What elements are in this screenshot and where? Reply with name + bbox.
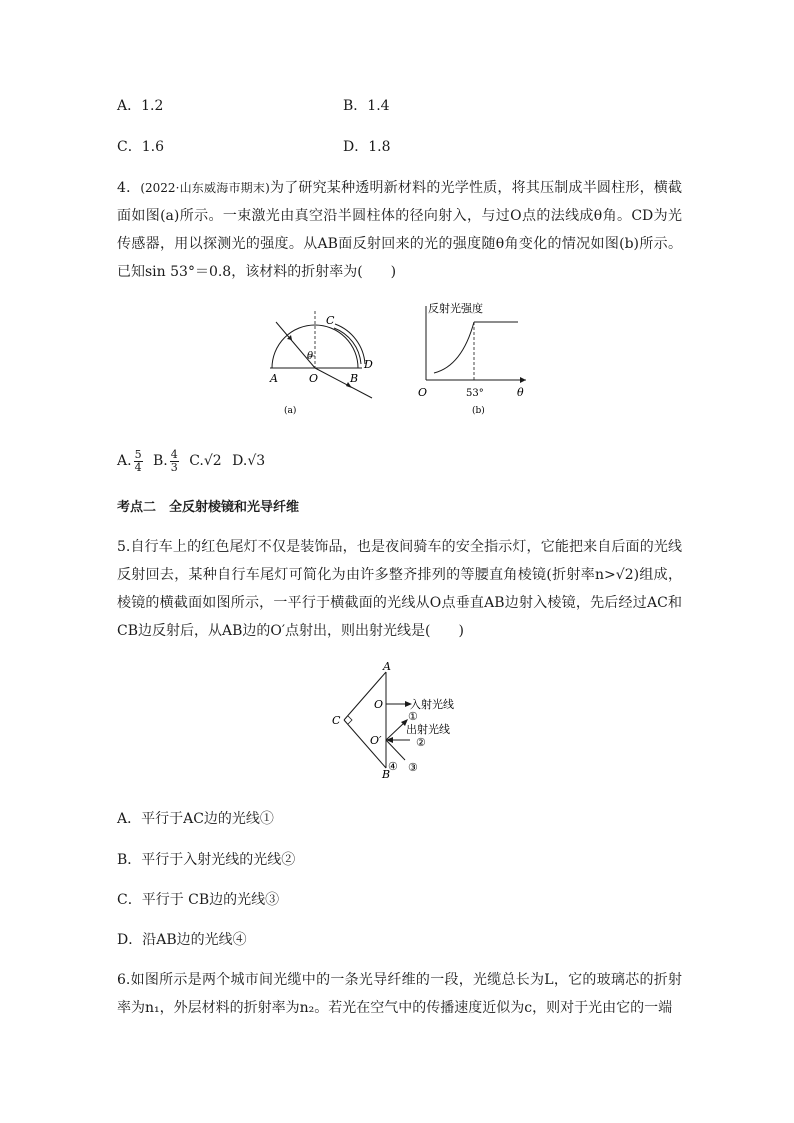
- label-d: D: [364, 358, 373, 371]
- q4-options: [117, 448, 265, 474]
- label-ray-2: ②: [416, 736, 426, 749]
- ray-2-arrowhead: [386, 737, 393, 743]
- q4-option-c: C.√2: [189, 453, 222, 469]
- q4-source: (2022·山东威海市期末): [140, 181, 270, 195]
- label-ray-4: ④: [388, 760, 398, 773]
- q3-option-b: B．1.4: [343, 98, 390, 114]
- ray-1: [386, 722, 405, 740]
- edge-ac: [344, 672, 386, 720]
- q5-stem: 5.自行车上的红色尾灯不仅是装饰品，也是夜间骑车的安全指示灯，它能把来自后面的光线反射回去，某种自行车尾灯可简化为由许多整齐排列的等腰直角棱镜(折射率n>√2)组成，棱镜的横截面如图所示，一平行于横截面的光线从O点垂直AB边射入棱镜，先后经过AC和CB边反射后，从AB边的O′点射出，则出射光线是( ): [117, 539, 682, 639]
- intensity-curve: [434, 322, 474, 373]
- label-b: B: [382, 768, 391, 780]
- label-c: C: [332, 714, 341, 727]
- caption-b: (b): [472, 406, 485, 416]
- x-axis-arrow: [520, 377, 526, 383]
- label-a: A: [270, 372, 278, 385]
- q5-option-c: C．平行于 CB边的光线③: [117, 892, 280, 908]
- label-o: O: [374, 698, 384, 711]
- label-a: A: [383, 660, 391, 673]
- q4-figure-b: [414, 296, 534, 418]
- q3-option-a: A．1.2: [117, 98, 164, 114]
- q4-number: 4．: [117, 180, 141, 196]
- q5-figure: [330, 660, 470, 780]
- caption-a: (a): [284, 406, 297, 416]
- tick-53: 53°: [466, 388, 484, 399]
- q5-option-b: B．平行于入射光线的光线②: [117, 852, 296, 868]
- y-axis-label: 反射光强度: [428, 302, 483, 315]
- origin-label: O: [418, 386, 428, 399]
- refracted-ray: [315, 368, 372, 398]
- label-theta: θ: [307, 351, 314, 362]
- label-exit: 出射光线: [406, 723, 450, 736]
- q5-option-a: A．平行于AC边的光线①: [117, 811, 274, 827]
- label-b: B: [350, 372, 359, 385]
- label-o-prime: O′: [370, 734, 382, 747]
- q3-option-d: D．1.8: [343, 139, 391, 155]
- ray-3: [386, 740, 405, 760]
- label-ray-1: ①: [408, 710, 418, 723]
- q4-option-b: B. $\frac{4}{3}$: [153, 447, 178, 474]
- q3-option-c: C．1.6: [117, 139, 164, 155]
- q4-stem: [117, 174, 682, 286]
- label-o: O: [309, 372, 319, 385]
- q6-stem: 6.如图所示是两个城市间光缆中的一条光导纤维的一段，光缆总长为L，它的玻璃芯的折射率为n₁，外层材料的折射率为n₂。若光在空气中的传播速度近似为c，则对于光由它的一端: [117, 972, 682, 1016]
- section-title: 考点二 全反射棱镜和光导纤维: [117, 500, 300, 515]
- q4-text: 为了研究某种透明新材料的光学性质，将其压制成半圆柱形，横截面如图(a)所示。一束激光由真空沿半圆柱体的径向射入，与过O点的法线成θ角。CD为光传感器，用以探测光的强度。从AB面反射回来的光的强度随θ角变化的情况如图(b)所示。已知sin 53°＝0.8，该材料的折射率为( ): [117, 180, 682, 280]
- x-axis-label: θ: [517, 386, 524, 399]
- q4-option-d: D.√3: [232, 453, 266, 469]
- label-incident: 入射光线: [410, 698, 454, 711]
- right-angle-mark: [348, 716, 352, 724]
- q5-option-d: D．沿AB边的光线④: [117, 932, 247, 948]
- q4-option-a: A. $\frac{5}{4}$: [117, 447, 142, 474]
- label-ray-3: ③: [408, 761, 418, 774]
- q4-figure-a: [262, 306, 382, 418]
- label-c: C: [326, 314, 335, 327]
